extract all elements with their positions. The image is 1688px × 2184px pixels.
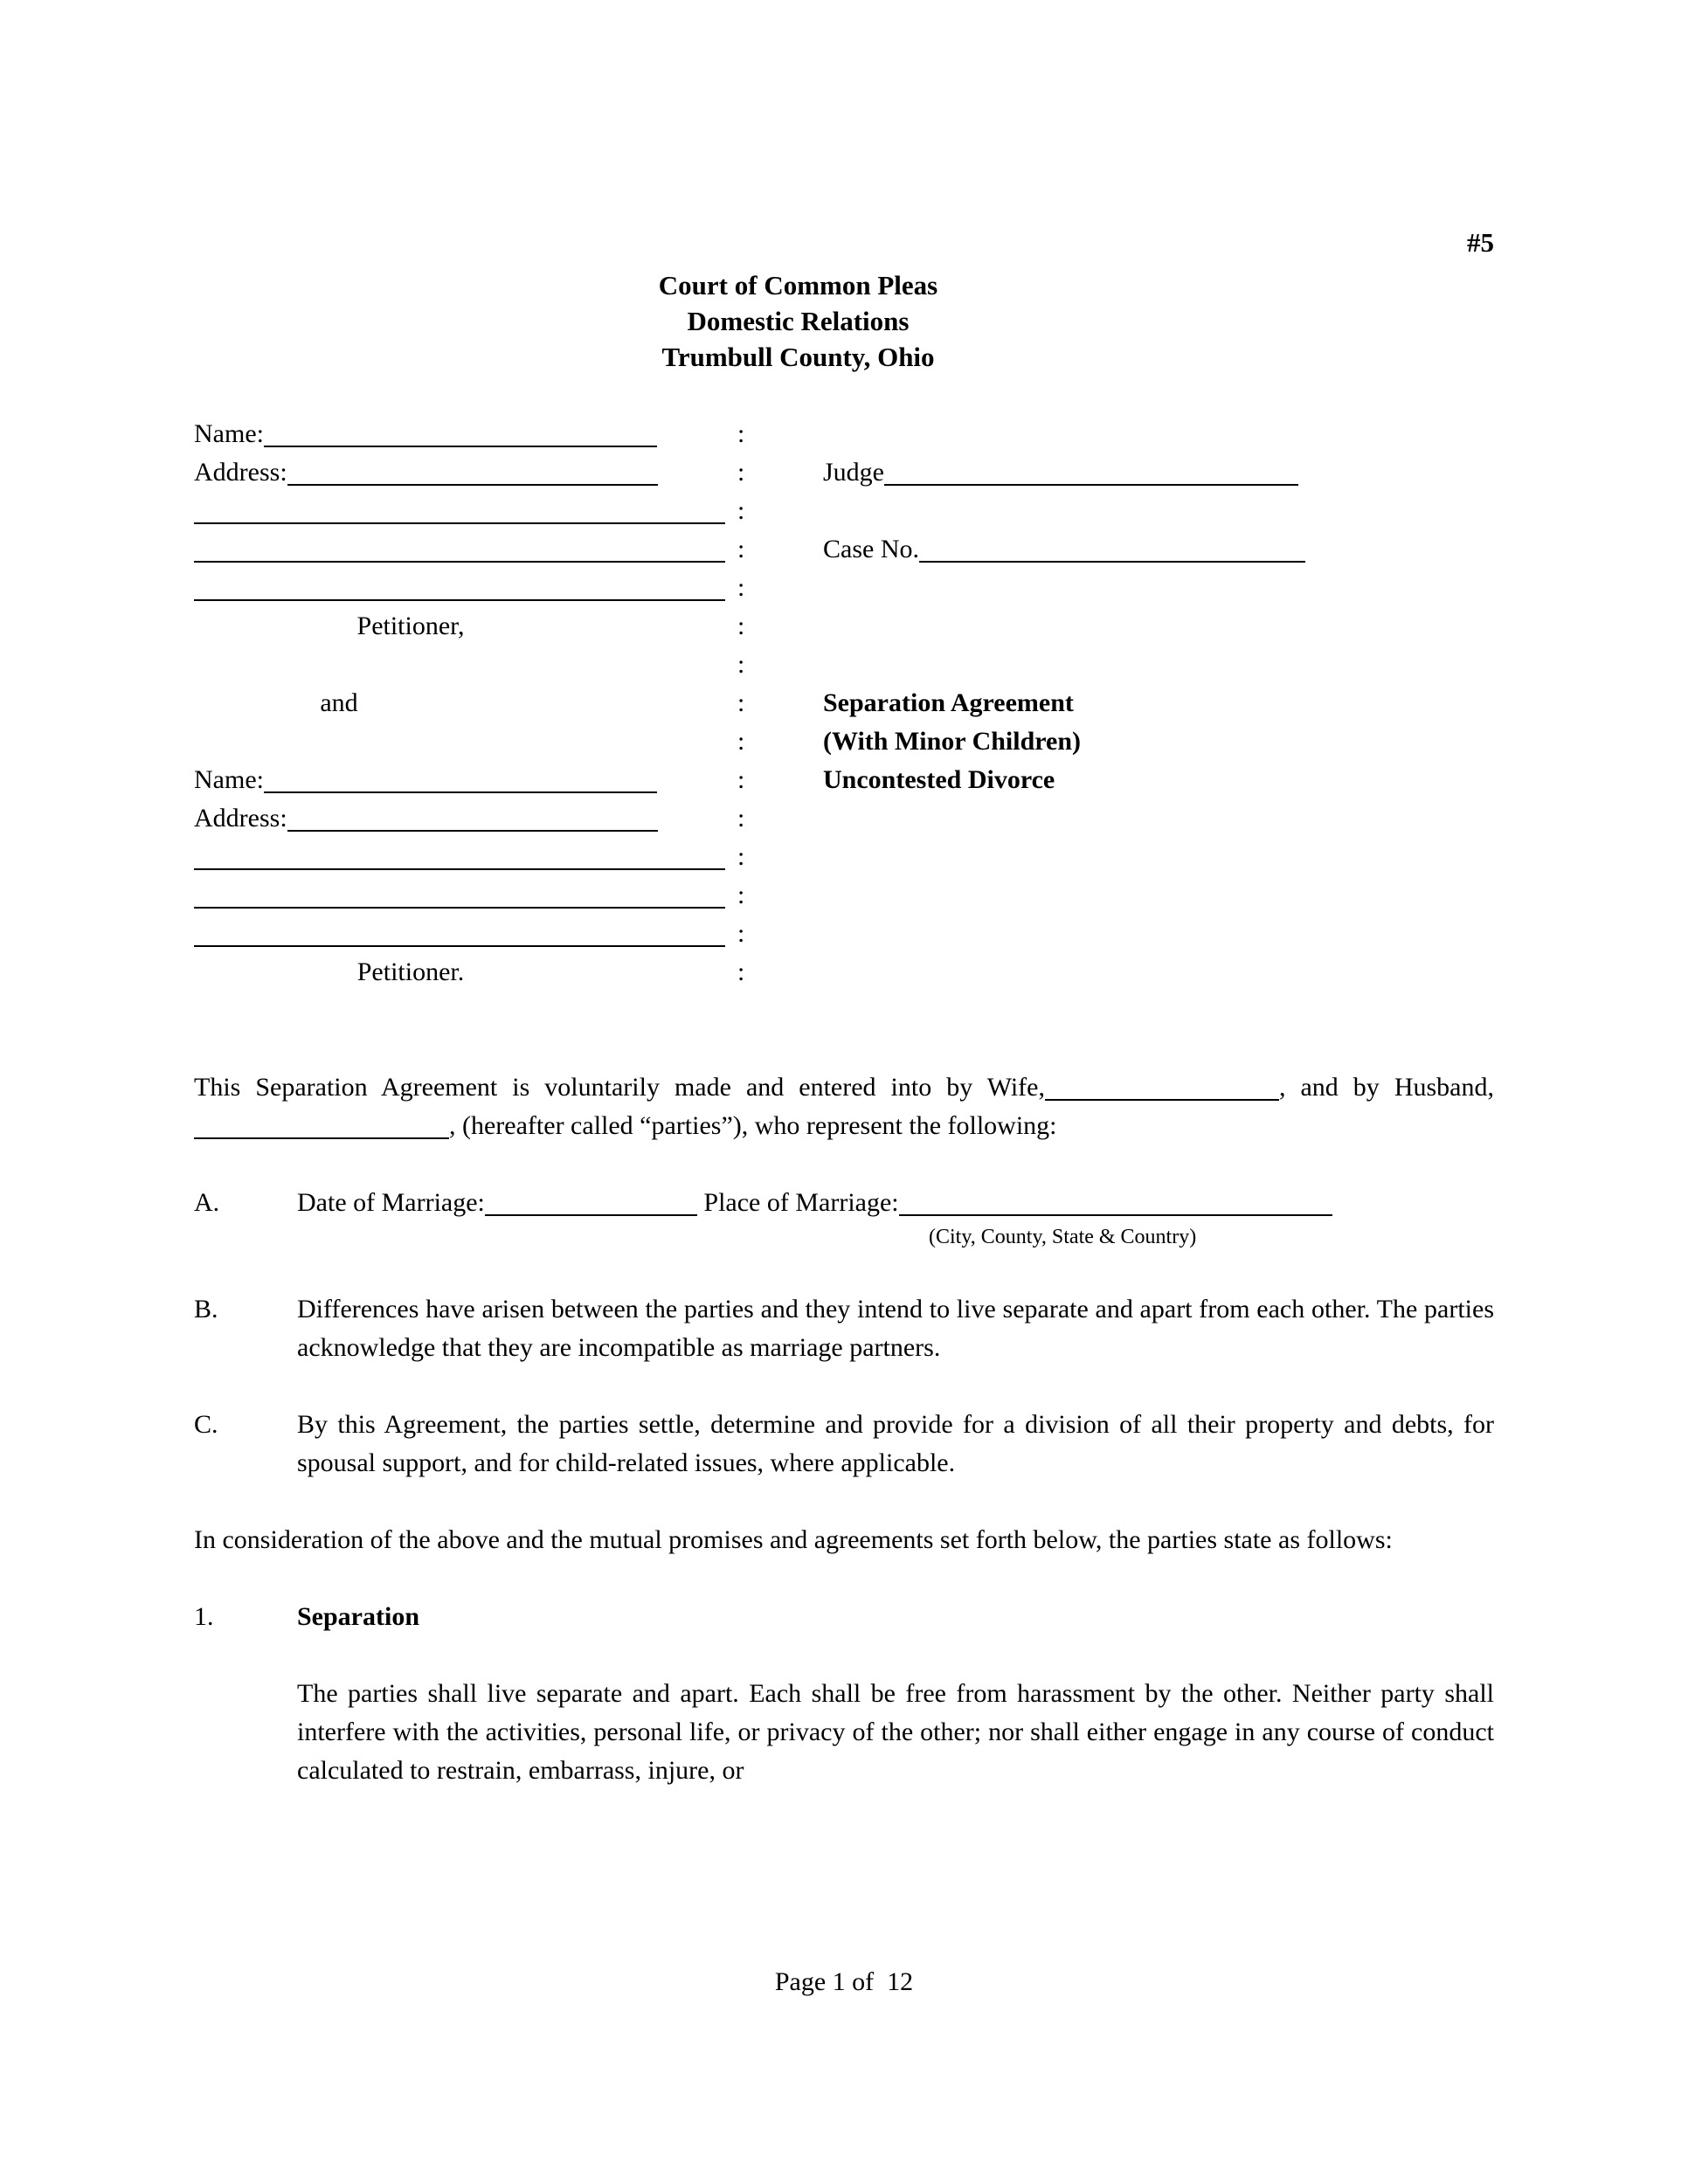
case-number-label: Case No. bbox=[823, 535, 919, 563]
item-a bbox=[194, 1184, 1494, 1252]
petitioner1-role bbox=[194, 607, 725, 646]
petitioner1-name-input[interactable] bbox=[264, 419, 657, 447]
spacer bbox=[194, 1145, 1494, 1184]
consideration-paragraph: In consideration of the above and the mutual promises and agreements set forth below, the parties state as follows: bbox=[194, 1525, 1393, 1554]
caption-row bbox=[194, 607, 1494, 646]
judge-field bbox=[823, 453, 1494, 492]
petitioner2-address-line-3 bbox=[194, 876, 725, 915]
document-title-line-2: (With Minor Children) bbox=[823, 727, 1082, 756]
place-of-marriage-input[interactable] bbox=[899, 1188, 1332, 1216]
petitioner2-address-line3-input[interactable] bbox=[194, 881, 725, 909]
spacer bbox=[194, 1030, 1494, 1068]
caption-row bbox=[194, 684, 1494, 722]
petitioner1-name-field bbox=[194, 415, 725, 453]
petitioner2-address-input[interactable] bbox=[287, 804, 658, 832]
petitioner1-address-line-3 bbox=[194, 530, 725, 569]
form-number: #5 bbox=[1467, 227, 1494, 258]
caption-colon: : bbox=[737, 957, 745, 986]
caption-colon: : bbox=[737, 688, 745, 717]
caption-row bbox=[194, 915, 1494, 953]
caption-colon: : bbox=[737, 535, 745, 563]
caption-colon: : bbox=[737, 919, 745, 948]
spacer bbox=[194, 1559, 1494, 1598]
caption-row bbox=[194, 838, 1494, 876]
caption-row bbox=[194, 876, 1494, 915]
caption-row bbox=[194, 722, 1494, 761]
judge-input[interactable] bbox=[884, 458, 1298, 486]
document-title-line-3: Uncontested Divorce bbox=[823, 765, 1055, 794]
conjunction-label: and bbox=[320, 688, 358, 717]
spacer bbox=[194, 1252, 1494, 1290]
petitioner2-address-line-4 bbox=[194, 915, 725, 953]
petitioner1-address-input[interactable] bbox=[287, 458, 658, 486]
petitioner2-address-field bbox=[194, 799, 725, 838]
husband-name-input[interactable] bbox=[194, 1111, 449, 1139]
caption-right-empty bbox=[823, 876, 1494, 915]
petitioner1-address-line-2 bbox=[194, 492, 725, 530]
caption-colon: : bbox=[737, 650, 745, 679]
caption-colon: : bbox=[737, 496, 745, 525]
wife-name-input[interactable] bbox=[1045, 1073, 1279, 1101]
caption-row bbox=[194, 569, 1494, 607]
spacer bbox=[194, 992, 1494, 1030]
caption-row bbox=[194, 530, 1494, 569]
caption-right-empty bbox=[823, 569, 1494, 607]
intro-paragraph bbox=[194, 1068, 1494, 1145]
spacer bbox=[194, 1482, 1494, 1521]
caption-row bbox=[194, 761, 1494, 799]
caption-row bbox=[194, 953, 1494, 992]
item-c-text: By this Agreement, the parties settle, determine and provide for a division of all their property and debts, for spousal support, and for child-related issues, where applicable. bbox=[297, 1410, 1494, 1477]
section-1-heading-row bbox=[194, 1598, 1494, 1636]
caption-right-empty bbox=[823, 607, 1494, 646]
court-header bbox=[102, 267, 1494, 375]
place-of-marriage-label: Place of Marriage: bbox=[703, 1188, 899, 1217]
caption-row bbox=[194, 492, 1494, 530]
caption-row bbox=[194, 799, 1494, 838]
item-a-marker: A. bbox=[194, 1188, 220, 1217]
item-c bbox=[194, 1406, 1494, 1482]
caption-right-empty bbox=[823, 646, 1494, 684]
petitioner2-name-label: Name: bbox=[194, 765, 264, 794]
date-of-marriage-input[interactable] bbox=[485, 1188, 697, 1216]
petitioner1-address-line4-input[interactable] bbox=[194, 573, 725, 601]
caption-right-empty bbox=[823, 492, 1494, 530]
place-of-marriage-sublabel: (City, County, State & Country) bbox=[929, 1226, 1197, 1248]
petitioner1-role-label: Petitioner, bbox=[356, 612, 465, 640]
petitioner1-address-line-4 bbox=[194, 569, 725, 607]
petitioner2-name-input[interactable] bbox=[264, 765, 657, 793]
caption-spacer bbox=[194, 646, 725, 684]
item-b bbox=[194, 1290, 1494, 1367]
caption-right-empty bbox=[823, 799, 1494, 838]
caption-colon: : bbox=[737, 727, 745, 756]
court-header-line-1: Court of Common Pleas bbox=[658, 270, 938, 301]
section-1-marker: 1. bbox=[194, 1602, 214, 1631]
case-caption bbox=[194, 415, 1494, 992]
petitioner2-address-line2-input[interactable] bbox=[194, 842, 725, 870]
petitioner1-address-label: Address: bbox=[194, 458, 287, 487]
caption-colon: : bbox=[737, 842, 745, 871]
petitioner2-address-label: Address: bbox=[194, 804, 287, 833]
document-title-line-1: Separation Agreement bbox=[823, 688, 1074, 717]
caption-colon: : bbox=[737, 573, 745, 602]
section-1-heading: Separation bbox=[297, 1602, 420, 1631]
caption-colon: : bbox=[737, 881, 745, 909]
caption-spacer bbox=[194, 722, 725, 761]
caption-right-empty bbox=[823, 915, 1494, 953]
section-1-text: The parties shall live separate and apart. Each shall be free from harassment by the other. Neither party shall interfere with the activities, personal life, or privacy of the other; nor shall either engage in any course of conduct calculated to restrain, embarrass, injure, or bbox=[297, 1679, 1494, 1785]
item-a-content bbox=[297, 1184, 1494, 1252]
caption-colon: : bbox=[737, 419, 745, 448]
caption-right-empty bbox=[823, 415, 1494, 453]
item-b-text: Differences have arisen between the parties and they intend to live separate and apart from each other. The parties acknowledge that they are incompatible as marriage partners. bbox=[297, 1295, 1494, 1362]
caption-colon: : bbox=[737, 804, 745, 833]
court-header-line-2: Domestic Relations bbox=[687, 306, 910, 336]
item-c-marker: C. bbox=[194, 1410, 218, 1439]
caption-colon: : bbox=[737, 765, 745, 794]
petitioner2-name-field bbox=[194, 761, 725, 799]
caption-colon: : bbox=[737, 612, 745, 640]
petitioner2-address-line-2 bbox=[194, 838, 725, 876]
intro-text-part-1: This Separation Agreement is voluntarily made and entered into by Wife, bbox=[194, 1073, 1045, 1102]
case-number-field bbox=[823, 530, 1494, 569]
petitioner1-name-label: Name: bbox=[194, 419, 264, 448]
intro-text-part-2: , and by Husband, bbox=[1278, 1073, 1494, 1102]
spacer bbox=[194, 1636, 1494, 1675]
petitioner2-address-line4-input[interactable] bbox=[194, 919, 725, 947]
petitioner1-address-field bbox=[194, 453, 725, 492]
caption-colon: : bbox=[737, 458, 745, 487]
intro-text-part-3: , (hereafter called “parties”), who represent the following: bbox=[449, 1111, 1057, 1140]
caption-row bbox=[194, 453, 1494, 492]
case-number-input[interactable] bbox=[919, 535, 1305, 563]
petitioner2-role-label: Petitioner. bbox=[356, 957, 465, 986]
date-of-marriage-label: Date of Marriage: bbox=[297, 1188, 485, 1217]
caption-row bbox=[194, 646, 1494, 684]
conjunction-cell bbox=[194, 684, 725, 722]
caption-row bbox=[194, 415, 1494, 453]
spacer bbox=[194, 1367, 1494, 1406]
petitioner1-address-line3-input[interactable] bbox=[194, 535, 725, 563]
page-number-label: Page 1 of 12 bbox=[774, 1967, 914, 1996]
page-footer bbox=[0, 1967, 1688, 1997]
court-header-line-3: Trumbull County, Ohio bbox=[661, 342, 935, 372]
agreement-body bbox=[194, 992, 1494, 1790]
caption-right-empty bbox=[823, 838, 1494, 876]
petitioner1-address-line2-input[interactable] bbox=[194, 496, 725, 524]
page-content bbox=[194, 0, 1494, 1790]
petitioner2-role bbox=[194, 953, 725, 992]
judge-label: Judge bbox=[823, 458, 884, 487]
item-b-marker: B. bbox=[194, 1295, 218, 1324]
caption-right-empty bbox=[823, 953, 1494, 992]
